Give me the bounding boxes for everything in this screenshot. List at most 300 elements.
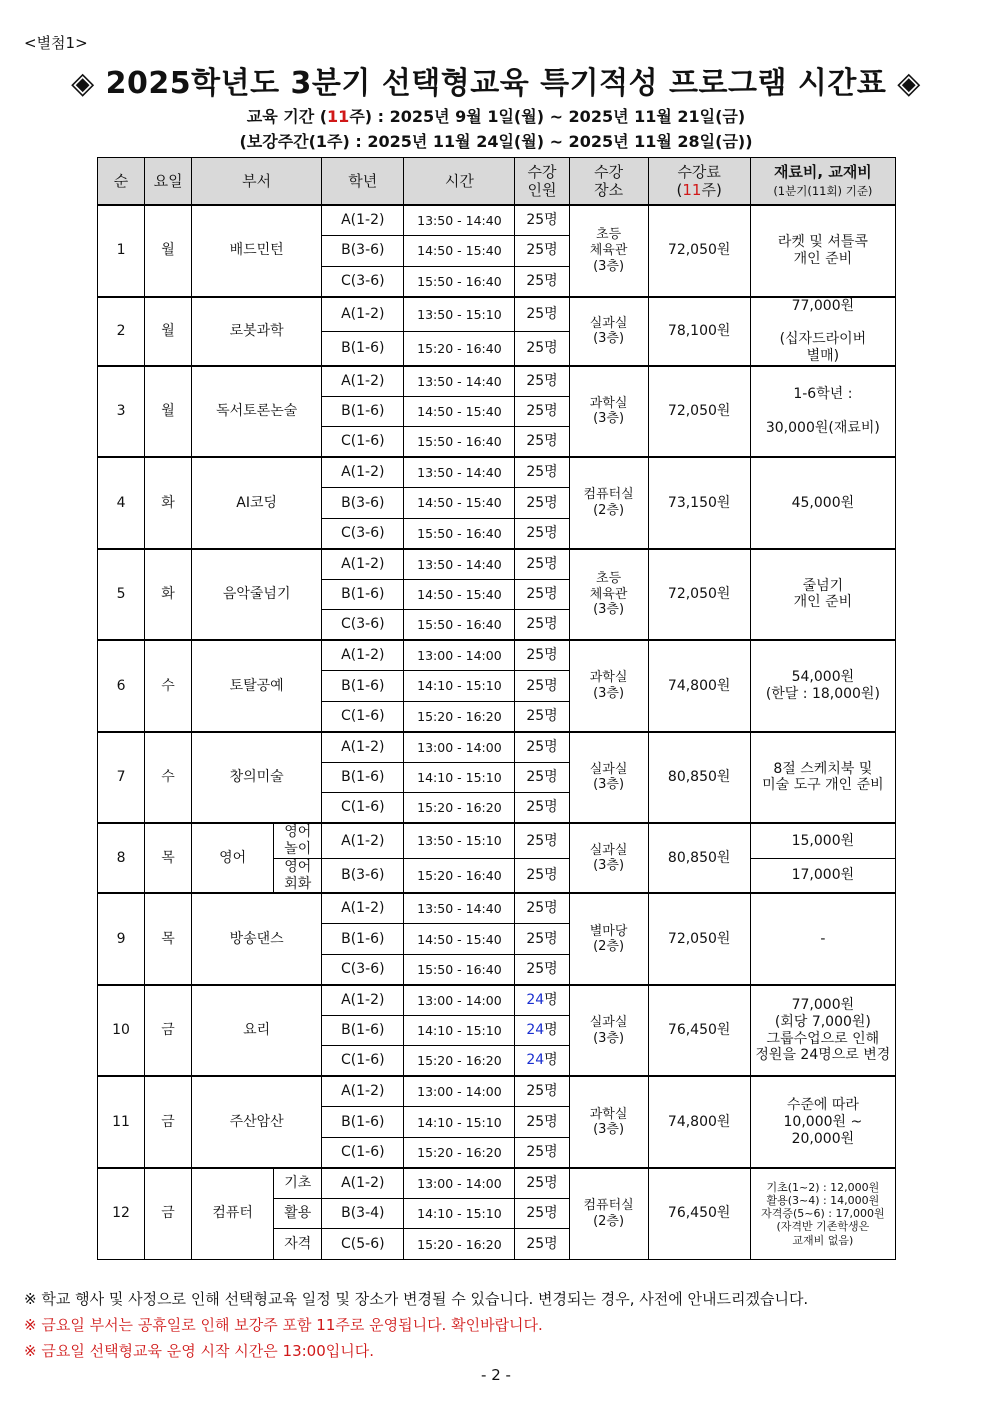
class-time: 13:50 - 14:40	[404, 549, 515, 580]
header-materials	[750, 158, 895, 206]
class-capacity	[515, 579, 569, 610]
program-fee: 72,050원	[648, 893, 750, 985]
header-fee-label: 수강료	[677, 163, 721, 181]
program-7	[98, 732, 896, 824]
class-grade: A(1-2)	[322, 366, 404, 397]
class-time: 13:50 - 15:10	[404, 297, 515, 332]
capacity-unit: 명	[544, 707, 558, 724]
class-row	[98, 893, 896, 924]
header-fee-suffix: 주	[701, 181, 716, 199]
class-time: 13:00 - 14:00	[404, 985, 515, 1016]
capacity-number: 25	[526, 616, 545, 633]
class-capacity	[515, 762, 569, 793]
capacity-number: 25	[526, 769, 545, 786]
class-row	[98, 732, 896, 763]
capacity-unit: 명	[544, 494, 558, 511]
program-day: 수	[145, 732, 192, 824]
program-day: 금	[145, 1076, 192, 1168]
class-time: 14:10 - 15:10	[404, 1107, 515, 1138]
class-time: 14:10 - 15:10	[404, 1198, 515, 1229]
program-number: 8	[98, 823, 145, 893]
header-materials-label: 재료비, 교재비	[773, 163, 872, 181]
capacity-unit: 명	[544, 555, 558, 572]
class-capacity	[515, 823, 569, 858]
capacity-unit: 명	[544, 272, 558, 289]
class-row	[98, 205, 896, 236]
class-grade: C(3-6)	[322, 518, 404, 549]
class-time: 14:50 - 15:40	[404, 579, 515, 610]
program-fee: 80,850원	[648, 732, 750, 824]
program-number: 10	[98, 985, 145, 1077]
capacity-number: 25	[526, 433, 545, 450]
class-time: 15:20 - 16:20	[404, 1046, 515, 1077]
program-number: 12	[98, 1168, 145, 1260]
capacity-unit: 명	[544, 832, 558, 849]
program-day: 화	[145, 549, 192, 641]
capacity-number: 25	[526, 677, 545, 694]
class-grade: A(1-2)	[322, 1168, 404, 1199]
program-materials: 54,000원 (한달 : 18,000원)	[750, 640, 895, 732]
program-fee: 72,050원	[648, 366, 750, 458]
sub-course: 영어 회화	[274, 858, 322, 893]
class-capacity	[515, 1107, 569, 1138]
capacity-number: 25	[526, 799, 545, 816]
class-row	[98, 823, 896, 858]
class-time: 15:20 - 16:20	[404, 1137, 515, 1168]
program-6	[98, 640, 896, 732]
capacity-unit: 명	[544, 677, 558, 694]
program-dept: 영어	[192, 823, 274, 893]
program-number: 1	[98, 205, 145, 297]
program-place: 초등 체육관 (3층)	[569, 205, 648, 297]
class-row	[98, 457, 896, 488]
class-time: 14:10 - 15:10	[404, 762, 515, 793]
capacity-number: 25	[526, 930, 545, 947]
program-12	[98, 1168, 896, 1260]
schedule-table	[97, 157, 896, 1260]
program-place: 별마당 (2층)	[569, 893, 648, 985]
capacity-number: 25	[526, 707, 545, 724]
class-capacity	[515, 1168, 569, 1199]
class-time: 13:50 - 15:10	[404, 823, 515, 858]
capacity-unit: 명	[544, 900, 558, 917]
header-dept: 부서	[192, 158, 322, 206]
class-row	[98, 1168, 896, 1199]
header-day: 요일	[145, 158, 192, 206]
header-fee-weeks: 11	[682, 181, 702, 199]
program-fee: 80,850원	[648, 823, 750, 893]
capacity-number: 25	[526, 1143, 545, 1160]
class-grade: B(1-6)	[322, 396, 404, 427]
class-capacity	[515, 1198, 569, 1229]
program-materials: 1-6학년 : 30,000원(재료비)	[750, 366, 895, 458]
capacity-number: 25	[526, 1113, 545, 1130]
sub-course: 영어 놀이	[274, 823, 322, 858]
capacity-unit: 명	[544, 586, 558, 603]
program-day: 목	[145, 893, 192, 985]
program-3	[98, 366, 896, 458]
capacity-number: 25	[526, 524, 545, 541]
header-materials-basis: (1분기(11회) 기준)	[773, 184, 873, 198]
program-dept: 로봇과학	[192, 297, 322, 366]
capacity-number: 25	[526, 1235, 545, 1252]
page-number: - 2 -	[481, 1366, 511, 1384]
class-capacity	[515, 985, 569, 1016]
education-period	[0, 104, 992, 127]
class-row	[98, 985, 896, 1016]
sub-course: 기초	[274, 1168, 322, 1199]
class-grade: B(3-6)	[322, 236, 404, 267]
capacity-unit: 명	[544, 1143, 558, 1160]
capacity-number: 25	[526, 305, 545, 322]
class-time: 13:00 - 14:00	[404, 1076, 515, 1107]
program-fee: 73,150원	[648, 457, 750, 549]
capacity-unit: 명	[544, 960, 558, 977]
class-grade: B(1-6)	[322, 924, 404, 955]
program-day: 수	[145, 640, 192, 732]
class-row	[98, 549, 896, 580]
program-place: 실과실 (3층)	[569, 732, 648, 824]
class-grade: A(1-2)	[322, 985, 404, 1016]
class-capacity	[515, 331, 569, 366]
program-place: 컴퓨터실 (2층)	[569, 1168, 648, 1260]
class-capacity	[515, 297, 569, 332]
capacity-unit: 명	[544, 339, 558, 356]
note-line: ※ 금요일 부서는 공휴일로 인해 보강주 포함 11주로 운영됩니다. 확인바랍니다.	[24, 1316, 543, 1334]
class-capacity	[515, 793, 569, 824]
program-materials: 줄넘기 개인 준비	[750, 549, 895, 641]
class-time: 14:50 - 15:40	[404, 488, 515, 519]
class-materials: 17,000원	[750, 858, 895, 893]
class-time: 15:20 - 16:20	[404, 1229, 515, 1260]
program-dept: 주산암산	[192, 1076, 322, 1168]
class-materials: 15,000원	[750, 823, 895, 858]
program-materials: 수준에 따라 10,000원 ~ 20,000원	[750, 1076, 895, 1168]
capacity-number: 25	[526, 1174, 545, 1191]
class-row	[98, 366, 896, 397]
class-grade: B(1-6)	[322, 1015, 404, 1046]
class-capacity	[515, 858, 569, 893]
capacity-unit: 명	[544, 616, 558, 633]
capacity-number: 25	[526, 212, 545, 229]
class-time: 15:20 - 16:20	[404, 793, 515, 824]
class-grade: B(1-6)	[322, 671, 404, 702]
class-grade: A(1-2)	[322, 732, 404, 763]
capacity-number: 24	[526, 1052, 545, 1069]
materials-total: 77,000원	[791, 997, 855, 1014]
header-time: 시간	[404, 158, 515, 206]
class-grade: B(3-6)	[322, 488, 404, 519]
header-no: 순	[98, 158, 145, 206]
program-fee: 78,100원	[648, 297, 750, 366]
class-capacity	[515, 640, 569, 671]
capacity-unit: 명	[544, 212, 558, 229]
program-day: 화	[145, 457, 192, 549]
program-dept: 배드민턴	[192, 205, 322, 297]
class-capacity	[515, 671, 569, 702]
class-capacity	[515, 396, 569, 427]
class-capacity	[515, 1229, 569, 1260]
capacity-unit: 명	[544, 1052, 558, 1069]
capacity-unit: 명	[544, 1113, 558, 1130]
class-grade: A(1-2)	[322, 823, 404, 858]
capacity-number: 25	[526, 832, 545, 849]
program-dept: 독서토론논술	[192, 366, 322, 458]
class-grade: C(1-6)	[322, 1046, 404, 1077]
capacity-number: 25	[526, 555, 545, 572]
program-place: 과학실 (3층)	[569, 366, 648, 458]
class-grade: B(1-6)	[322, 762, 404, 793]
program-day: 목	[145, 823, 192, 893]
program-fee: 74,800원	[648, 1076, 750, 1168]
program-materials: 45,000원	[750, 457, 895, 549]
note-line: ※ 금요일 선택형교육 운영 시작 시간은 13:00입니다.	[24, 1342, 374, 1360]
header-place: 수강 장소	[569, 158, 648, 206]
makeup-period: (보강주간(1주) : 2025년 11월 24일(월) ~ 2025년 11월 28일(금))	[239, 132, 753, 151]
capacity-number: 25	[526, 494, 545, 511]
program-11	[98, 1076, 896, 1168]
program-day: 월	[145, 205, 192, 297]
class-capacity	[515, 457, 569, 488]
note-line: ※ 학교 행사 및 사정으로 인해 선택형교육 일정 및 장소가 변경될 수 있습니다. 변경되는 경우, 사전에 안내드리겠습니다.	[24, 1290, 809, 1308]
program-dept: 컴퓨터	[192, 1168, 274, 1260]
class-time: 15:50 - 16:40	[404, 610, 515, 641]
program-number: 5	[98, 549, 145, 641]
class-grade: C(3-6)	[322, 266, 404, 297]
class-grade: B(1-6)	[322, 331, 404, 366]
class-row	[98, 640, 896, 671]
program-place: 과학실 (3층)	[569, 1076, 648, 1168]
materials-per-session: (회당 7,000원)	[774, 1013, 871, 1030]
program-place: 실과실 (3층)	[569, 823, 648, 893]
program-materials: -	[750, 893, 895, 985]
capacity-unit: 명	[544, 930, 558, 947]
class-capacity	[515, 1137, 569, 1168]
capacity-unit: 명	[544, 1235, 558, 1252]
capacity-unit: 명	[544, 799, 558, 816]
class-grade: A(1-2)	[322, 205, 404, 236]
capacity-number: 25	[526, 242, 545, 259]
notes	[24, 1286, 808, 1364]
class-capacity	[515, 701, 569, 732]
class-time: 13:00 - 14:00	[404, 1168, 515, 1199]
program-8	[98, 823, 896, 893]
capacity-number: 25	[526, 1083, 545, 1100]
class-grade: C(1-6)	[322, 1137, 404, 1168]
capacity-unit: 명	[544, 991, 558, 1008]
program-fee: 72,050원	[648, 205, 750, 297]
period-prefix: 교육 기간 (	[246, 107, 328, 126]
program-number: 7	[98, 732, 145, 824]
program-4	[98, 457, 896, 549]
class-capacity	[515, 954, 569, 985]
program-place: 실과실 (3층)	[569, 297, 648, 366]
program-materials: 77,000원 (십자드라이버 별매)	[750, 297, 895, 366]
class-time: 14:10 - 15:10	[404, 671, 515, 702]
capacity-number: 25	[526, 339, 545, 356]
page-title: ◈ 2025학년도 3분기 선택형교육 특기적성 프로그램 시간표 ◈	[71, 66, 921, 101]
program-number: 3	[98, 366, 145, 458]
class-grade: C(1-6)	[322, 427, 404, 458]
program-day: 월	[145, 297, 192, 366]
class-capacity	[515, 1015, 569, 1046]
period-weeks: 11	[327, 107, 350, 126]
program-dept: 토탈공예	[192, 640, 322, 732]
class-grade: C(3-6)	[322, 954, 404, 985]
capacity-unit: 명	[544, 305, 558, 322]
class-grade: A(1-2)	[322, 457, 404, 488]
class-capacity	[515, 518, 569, 549]
capacity-number: 25	[526, 372, 545, 389]
program-fee: 76,450원	[648, 985, 750, 1077]
program-10	[98, 985, 896, 1077]
program-place: 컴퓨터실 (2층)	[569, 457, 648, 549]
program-dept: 방송댄스	[192, 893, 322, 985]
period-suffix: 주) : 2025년 9월 1일(월) ~ 2025년 11월 21일(금)	[349, 107, 746, 126]
class-time: 13:50 - 14:40	[404, 893, 515, 924]
class-grade: A(1-2)	[322, 1076, 404, 1107]
capacity-number: 24	[526, 991, 545, 1008]
class-time: 14:50 - 15:40	[404, 236, 515, 267]
class-grade: C(1-6)	[322, 701, 404, 732]
capacity-unit: 명	[544, 464, 558, 481]
program-number: 6	[98, 640, 145, 732]
sub-course: 자격	[274, 1229, 322, 1260]
capacity-number: 25	[526, 1205, 545, 1222]
class-time: 13:50 - 14:40	[404, 205, 515, 236]
program-9	[98, 893, 896, 985]
class-capacity	[515, 236, 569, 267]
capacity-unit: 명	[544, 403, 558, 420]
capacity-unit: 명	[544, 769, 558, 786]
class-time: 15:50 - 16:40	[404, 266, 515, 297]
class-grade: B(1-6)	[322, 579, 404, 610]
class-capacity	[515, 732, 569, 763]
class-time: 15:50 - 16:40	[404, 954, 515, 985]
capacity-number: 25	[526, 738, 545, 755]
program-number: 9	[98, 893, 145, 985]
program-dept: 요리	[192, 985, 322, 1077]
class-row	[98, 297, 896, 332]
class-grade: A(1-2)	[322, 640, 404, 671]
class-time: 15:50 - 16:40	[404, 518, 515, 549]
program-2	[98, 297, 896, 366]
program-materials: 라켓 및 셔틀콕 개인 준비	[750, 205, 895, 297]
capacity-unit: 명	[544, 1205, 558, 1222]
class-grade: A(1-2)	[322, 893, 404, 924]
class-time: 14:50 - 15:40	[404, 396, 515, 427]
capacity-unit: 명	[544, 647, 558, 664]
capacity-unit: 명	[544, 1022, 558, 1039]
program-number: 2	[98, 297, 145, 366]
program-place: 과학실 (3층)	[569, 640, 648, 732]
class-grade: A(1-2)	[322, 297, 404, 332]
class-grade: B(3-4)	[322, 1198, 404, 1229]
capacity-number: 25	[526, 403, 545, 420]
program-materials: 8절 스케치북 및 미술 도구 개인 준비	[750, 732, 895, 824]
class-capacity	[515, 549, 569, 580]
header-grade: 학년	[322, 158, 404, 206]
sub-course: 활용	[274, 1198, 322, 1229]
class-capacity	[515, 1046, 569, 1077]
program-materials	[750, 985, 895, 1077]
class-time: 15:20 - 16:40	[404, 331, 515, 366]
class-grade: C(3-6)	[322, 610, 404, 641]
class-grade: A(1-2)	[322, 549, 404, 580]
class-time: 15:50 - 16:40	[404, 427, 515, 458]
attachment-label: <별첨1>	[24, 34, 88, 52]
program-day: 금	[145, 1168, 192, 1260]
program-number: 4	[98, 457, 145, 549]
class-capacity	[515, 610, 569, 641]
class-capacity	[515, 893, 569, 924]
capacity-number: 25	[526, 464, 545, 481]
capacity-number: 24	[526, 1022, 545, 1039]
class-capacity	[515, 924, 569, 955]
capacity-number: 25	[526, 867, 545, 884]
class-time: 15:20 - 16:40	[404, 858, 515, 893]
program-fee: 74,800원	[648, 640, 750, 732]
program-fee: 76,450원	[648, 1168, 750, 1260]
program-dept: 음악줄넘기	[192, 549, 322, 641]
capacity-unit: 명	[544, 524, 558, 541]
program-day: 금	[145, 985, 192, 1077]
class-grade: C(1-6)	[322, 793, 404, 824]
program-5	[98, 549, 896, 641]
capacity-unit: 명	[544, 1083, 558, 1100]
class-time: 15:20 - 16:20	[404, 701, 515, 732]
program-dept: 창의미술	[192, 732, 322, 824]
class-time: 14:10 - 15:10	[404, 1015, 515, 1046]
class-row	[98, 1076, 896, 1107]
capacity-number: 25	[526, 272, 545, 289]
capacity-number: 25	[526, 647, 545, 664]
capacity-unit: 명	[544, 738, 558, 755]
materials-note: 그룹수업으로 인해 정원을 24명으로 변경	[755, 1030, 891, 1064]
capacity-number: 25	[526, 960, 545, 977]
class-capacity	[515, 1076, 569, 1107]
program-dept: AI코딩	[192, 457, 322, 549]
capacity-number: 25	[526, 900, 545, 917]
program-place: 실과실 (3층)	[569, 985, 648, 1077]
class-capacity	[515, 266, 569, 297]
class-time: 13:00 - 14:00	[404, 732, 515, 763]
capacity-unit: 명	[544, 433, 558, 450]
class-time: 14:50 - 15:40	[404, 924, 515, 955]
class-capacity	[515, 488, 569, 519]
program-materials: 기초(1~2) : 12,000원 활용(3~4) : 14,000원 자격증(5~6) : 17,000원 (자격반 기존학생은 교재비 없음)	[750, 1168, 895, 1260]
class-grade: B(1-6)	[322, 1107, 404, 1138]
capacity-unit: 명	[544, 372, 558, 389]
class-grade: C(5-6)	[322, 1229, 404, 1260]
class-time: 13:00 - 14:00	[404, 640, 515, 671]
program-fee: 72,050원	[648, 549, 750, 641]
class-time: 13:50 - 14:40	[404, 366, 515, 397]
program-1	[98, 205, 896, 297]
class-capacity	[515, 366, 569, 397]
program-place: 초등 체육관 (3층)	[569, 549, 648, 641]
class-capacity	[515, 427, 569, 458]
header-capacity: 수강 인원	[515, 158, 569, 206]
capacity-unit: 명	[544, 242, 558, 259]
capacity-number: 25	[526, 586, 545, 603]
program-day: 월	[145, 366, 192, 458]
program-number: 11	[98, 1076, 145, 1168]
header-fee: 수강료 (11주)	[648, 158, 750, 206]
class-time: 13:50 - 14:40	[404, 457, 515, 488]
class-grade: B(3-6)	[322, 858, 404, 893]
capacity-unit: 명	[544, 1174, 558, 1191]
